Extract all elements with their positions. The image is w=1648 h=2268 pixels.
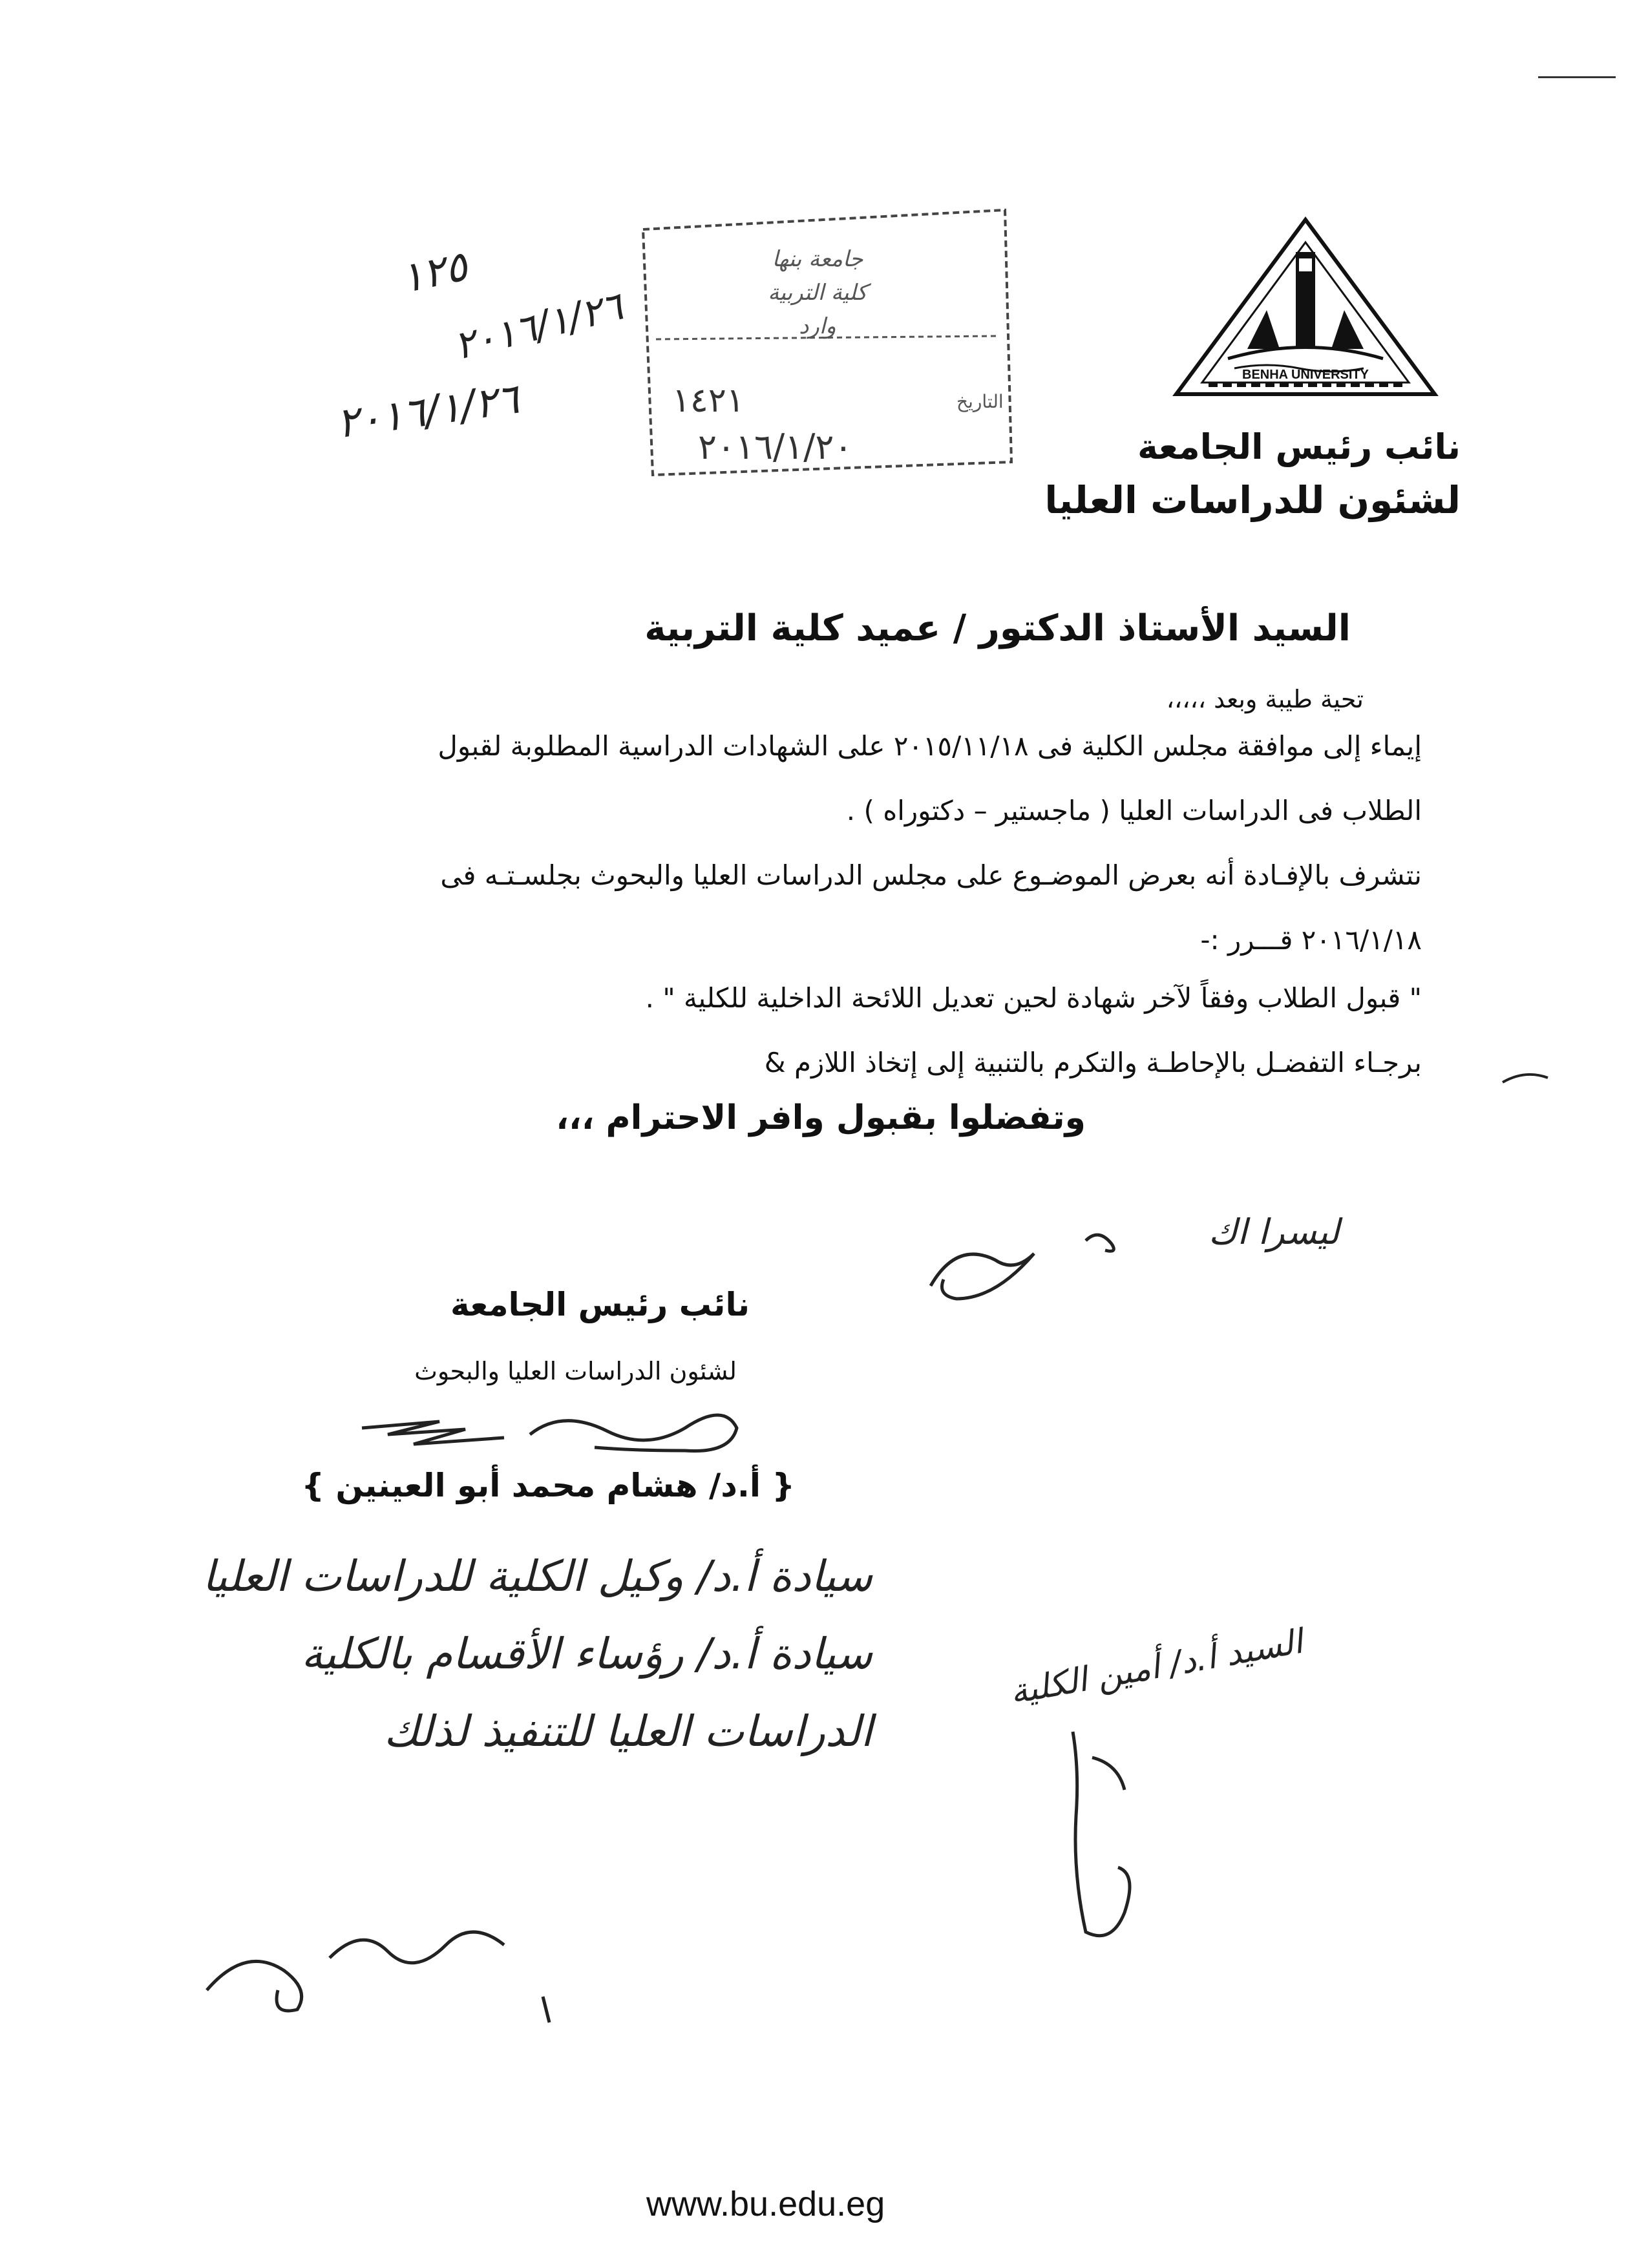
handwritten-right-note: السيد أ.د/ أمين الكلية [1007,1622,1306,1712]
stamp-line: كلية التربية [768,280,867,306]
handwritten-line: سيادة أ.د/ وكيل الكلية للدراسات العليا [202,1551,872,1601]
letter-paragraph: ٢٠١٦/١/١٨ قـــرر :- [1200,924,1422,956]
office-title-line-1: نائب رئيس الجامعة [1137,426,1461,467]
header-rule [1538,76,1616,78]
letter-greeting: تحية طيبة وبعد ،،،،، [1166,685,1364,713]
signer-unit: لشئون الدراسات العليا والبحوث [414,1357,737,1385]
stamp-date-label: التاريخ [956,391,1004,412]
handwritten-reference-number: ١٢٥ [396,242,472,303]
handwritten-mark [1499,1066,1551,1092]
letter-paragraph: برجـاء التفضـل بالإحاطـة والتكرم بالتنبية إلى إتخاذ اللازم & [764,1047,1422,1078]
handwritten-signature [1047,1719,1150,1951]
letter-paragraph: الطلاب فى الدراسات العليا ( ماجستير – دكتوراه ) . [846,795,1422,826]
office-title-line-2: لشئون للدراسات العليا [1044,478,1461,522]
letter-paragraph: " قبول الطلاب وفقاً لآخر شهادة لحين تعديل اللائحة الداخلية للكلية " . [645,982,1422,1014]
handwritten-date: ٢٠١٦/١/٢٦ [333,375,522,448]
handwritten-margin-note: ليسرا اك [1209,1212,1340,1252]
stamp-text [666,242,969,343]
handwritten-signature [168,1848,569,2042]
logo-caption: BENHA UNIVERSITY [1242,368,1369,382]
handwritten-initials [918,1215,1163,1312]
handwritten-referral [162,1538,872,1770]
letter-salutation: السيد الأستاذ الدكتور / عميد كلية التربية [644,607,1351,649]
signature-scribble [349,1389,763,1460]
stamp-date: ٢٠١٦/١/٢٠ [698,426,853,467]
stamp-line: جامعة بنها [772,246,863,272]
benha-university-logo [1170,213,1441,407]
signer-name: { أ.د/ هشام محمد أبو العينين } [301,1467,795,1504]
stamp-line: وارد [799,313,836,339]
handwritten-line: سيادة أ.د/ رؤساء الأقسام بالكلية [301,1629,872,1679]
letter-paragraph: نتشرف بالإفـادة أنه بعرض الموضـوع على مجلس الدراسات العليا والبحوث بجلسـتـه فى [440,859,1422,891]
signer-title: نائب رئيس الجامعة [450,1286,750,1323]
letter-closing: وتفضلوا بقبول وافر الاحترام ،،، [556,1098,1086,1137]
handwritten-line: الدراسات العليا للتنفيذ لذلك [383,1706,872,1756]
stamp-number: ١٤٢١ [672,381,745,420]
footer-website-link[interactable]: www.bu.edu.eg [646,2185,885,2223]
handwritten-date: ٢٠١٦/١/٢٦ [449,283,628,370]
letter-paragraph: إيماء إلى موافقة مجلس الكلية فى ٢٠١٥/١١/١٨ على الشهادات الدراسية المطلوبة لقبول [438,730,1422,762]
